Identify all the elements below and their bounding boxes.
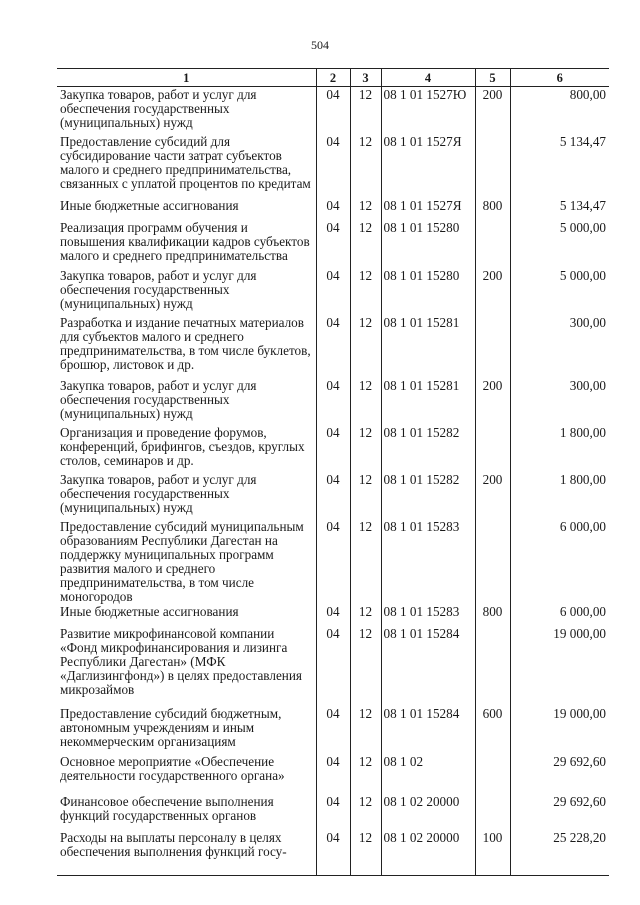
row-name-cell: Расходы на выплаты персоналу в целях обеспечения выполнения функций госу-	[57, 830, 316, 876]
row-name-cell: Закупка товаров, работ и услуг для обеспечения государственных (муниципальных) нужд	[60, 377, 257, 421]
amount-cell: 29 692,60	[510, 754, 609, 794]
table-row	[57, 519, 609, 604]
target-code-cell: 08 1 01 15282	[381, 425, 475, 472]
amount-cell: 300,00	[510, 315, 609, 378]
section-cell: 04	[316, 87, 350, 134]
row-name-cell: Организация и проведение форумов, конференций, брифингов, съездов, круглых столов, семинаров и др.	[60, 424, 305, 468]
target-code-cell: 08 1 01 15284	[381, 706, 475, 754]
amount-cell: 5 000,00	[510, 268, 609, 315]
target-code-cell: 08 1 01 15284	[381, 626, 475, 706]
amount-cell: 5 134,47	[510, 134, 609, 198]
col-header-1: 1	[57, 69, 316, 87]
col-header-5: 5	[475, 69, 510, 87]
amount-cell: 25 228,20	[510, 830, 609, 876]
subsection-cell: 12	[350, 519, 381, 604]
budget-table	[57, 68, 609, 876]
table-row	[57, 268, 609, 315]
row-name-cell: Закупка товаров, работ и услуг для обеспечения государственных (муниципальных) нужд	[60, 267, 257, 311]
table-header-row	[57, 69, 609, 87]
target-code-cell: 08 1 02 20000	[381, 830, 475, 876]
subsection-cell: 12	[350, 794, 381, 830]
expense-type-cell: 100	[475, 830, 510, 876]
subsection-cell: 12	[350, 87, 381, 134]
expense-type-cell	[475, 754, 510, 794]
amount-cell: 1 800,00	[510, 425, 609, 472]
target-code-cell: 08 1 01 15282	[381, 472, 475, 519]
amount-cell: 19 000,00	[510, 626, 609, 706]
target-code-cell: 08 1 01 1527Я	[381, 134, 475, 198]
section-cell: 04	[316, 425, 350, 472]
col-header-3: 3	[350, 69, 381, 87]
table-row	[57, 315, 609, 378]
expense-type-cell: 600	[475, 706, 510, 754]
subsection-cell: 12	[350, 626, 381, 706]
section-cell: 04	[316, 626, 350, 706]
row-name-cell: Основное мероприятие «Обеспечение деятельности государственного органа»	[60, 753, 285, 783]
table-row	[57, 220, 609, 268]
table-row	[57, 472, 609, 519]
row-name-cell: Иные бюджетные ассигнования	[60, 197, 239, 213]
table-row	[57, 604, 609, 626]
expense-type-cell: 200	[475, 87, 510, 134]
amount-cell: 5 134,47	[510, 198, 609, 220]
target-code-cell: 08 1 02	[381, 754, 475, 794]
table-row	[57, 626, 609, 706]
subsection-cell: 12	[350, 220, 381, 268]
target-code-cell: 08 1 01 15283	[381, 519, 475, 604]
section-cell: 04	[316, 378, 350, 425]
target-code-cell: 08 1 01 15280	[381, 268, 475, 315]
table-row	[57, 425, 609, 472]
target-code-cell: 08 1 01 1527Я	[381, 198, 475, 220]
row-name-cell: Финансовое обеспечение выполнения функций государственных органов	[60, 793, 274, 823]
amount-cell: 19 000,00	[510, 706, 609, 754]
expense-type-cell	[475, 315, 510, 378]
subsection-cell: 12	[350, 754, 381, 794]
section-cell: 04	[316, 198, 350, 220]
subsection-cell: 12	[350, 198, 381, 220]
expense-type-cell: 200	[475, 472, 510, 519]
table-row	[57, 378, 609, 425]
row-name-cell: Иные бюджетные ассигнования	[60, 603, 239, 619]
target-code-cell: 08 1 01 15283	[381, 604, 475, 626]
subsection-cell: 12	[350, 134, 381, 198]
amount-cell: 6 000,00	[510, 519, 609, 604]
subsection-cell: 12	[350, 425, 381, 472]
section-cell: 04	[316, 519, 350, 604]
target-code-cell: 08 1 01 1527Ю	[381, 87, 475, 134]
section-cell: 04	[316, 134, 350, 198]
section-cell: 04	[316, 830, 350, 876]
row-name-cell: Закупка товаров, работ и услуг для обеспечения государственных (муниципальных) нужд	[60, 471, 257, 515]
table-row	[57, 198, 609, 220]
table-row	[57, 87, 609, 134]
table-row	[57, 754, 609, 794]
subsection-cell: 12	[350, 315, 381, 378]
section-cell: 04	[316, 472, 350, 519]
table-row	[57, 794, 609, 830]
section-cell: 04	[316, 268, 350, 315]
section-cell: 04	[316, 604, 350, 626]
expense-type-cell	[475, 794, 510, 830]
section-cell: 04	[316, 315, 350, 378]
expense-type-cell: 200	[475, 378, 510, 425]
col-header-6: 6	[510, 69, 609, 87]
expense-type-cell: 800	[475, 604, 510, 626]
table-row	[57, 830, 609, 876]
col-header-4: 4	[381, 69, 475, 87]
subsection-cell: 12	[350, 268, 381, 315]
subsection-cell: 12	[350, 706, 381, 754]
expense-type-cell: 200	[475, 268, 510, 315]
expense-type-cell	[475, 134, 510, 198]
amount-cell: 5 000,00	[510, 220, 609, 268]
subsection-cell: 12	[350, 378, 381, 425]
row-name-cell: Разработка и издание печатных материалов для субъектов малого и среднего предпринимательства, в том числе буклетов, брошюр, листовок и др.	[60, 314, 311, 372]
expense-type-cell	[475, 626, 510, 706]
row-name-cell: Предоставление субсидий муниципальным образованиям Республики Дагестан на поддержку муниципальных программ развития малого и среднего предпринимательства, в том числе моногородов	[60, 518, 304, 604]
target-code-cell: 08 1 01 15281	[381, 378, 475, 425]
section-cell: 04	[316, 220, 350, 268]
expense-type-cell: 800	[475, 198, 510, 220]
section-cell: 04	[316, 754, 350, 794]
section-cell: 04	[316, 706, 350, 754]
row-name-cell: Реализация программ обучения и повышения квалификации кадров субъектов малого и среднего предпринимательства	[60, 219, 310, 263]
page-number: 504	[311, 38, 329, 52]
row-name-cell: Предоставление субсидий для субсидирование части затрат субъектов малого и среднего предпринимательства, связанных с уплатой процентов по кредитам	[60, 133, 311, 191]
expense-type-cell	[475, 220, 510, 268]
target-code-cell: 08 1 02 20000	[381, 794, 475, 830]
amount-cell: 29 692,60	[510, 794, 609, 830]
table-row	[57, 706, 609, 754]
subsection-cell: 12	[350, 472, 381, 519]
amount-cell: 1 800,00	[510, 472, 609, 519]
expense-type-cell	[475, 519, 510, 604]
section-cell: 04	[316, 794, 350, 830]
amount-cell: 800,00	[510, 87, 609, 134]
row-name-cell: Предоставление субсидий бюджетным, автономным учреждениям и иным некоммерческим организациям	[60, 705, 282, 749]
row-name-cell: Закупка товаров, работ и услуг для обеспечения государственных (муниципальных) нужд	[60, 87, 257, 130]
target-code-cell: 08 1 01 15280	[381, 220, 475, 268]
amount-cell: 300,00	[510, 378, 609, 425]
table-row	[57, 134, 609, 198]
row-name-cell: Развитие микрофинансовой компании «Фонд микрофинансирования и лизинга Республики Дагестан» (МФК «Даглизингфонд») в целях предоставления микрозаймов	[60, 625, 302, 697]
target-code-cell: 08 1 01 15281	[381, 315, 475, 378]
amount-cell: 6 000,00	[510, 604, 609, 626]
subsection-cell: 12	[350, 830, 381, 876]
subsection-cell: 12	[350, 604, 381, 626]
col-header-2: 2	[316, 69, 350, 87]
expense-type-cell	[475, 425, 510, 472]
